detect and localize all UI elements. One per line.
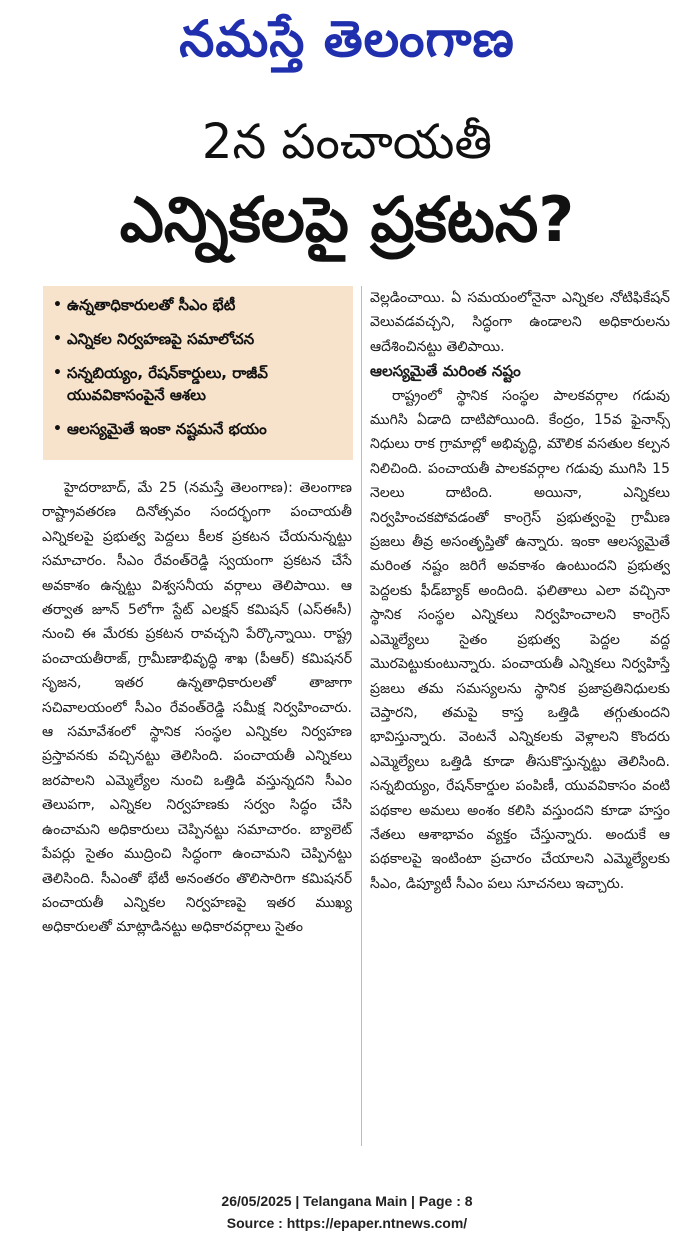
newspaper-masthead: నమస్తే తెలంగాణ <box>179 9 515 68</box>
bullet-icon: • <box>53 297 62 313</box>
highlight-item <box>53 362 343 406</box>
highlight-text: ఆలస్యమైతే ఇంకా నష్టమనే భయం <box>67 420 267 438</box>
highlights-box <box>43 286 353 460</box>
headline-line-1: 2న పంచాయతీ <box>201 114 493 170</box>
headline-line-2: ఎన్నికలపై ప్రకటన? <box>119 183 575 256</box>
bullet-icon: • <box>53 421 62 437</box>
article-subheading: ఆలస్యమైతే మరింత నష్టం <box>370 362 521 381</box>
highlight-text: సన్నబియ్యం, రేషన్‌కార్డులు, రాజీవ్ యువవికాసంపైనే ఆశలు <box>67 364 268 404</box>
article-left-column <box>42 476 352 940</box>
highlight-item <box>53 418 343 440</box>
article-paragraph: హైదరాబాద్, మే 25 (నమస్తే తెలంగాణ): తెలంగాణ రాష్ట్రావతరణ దినోత్సవం సందర్భంగా పంచాయతీ ఎన్నికలపై ప్రభుత్వ పెద్దలు కీలక ప్రకటన చేయనున్నట్టు సమాచారం. సీఎం రేవంత్‌రెడ్డి స్వయంగా ప్రకటన చేసే అవకాశం ఉన్నట్టు విశ్వసనీయ వర్గాలు తెలిపాయి. ఆ తర్వాత జూన్ 5లోగా స్టేట్ ఎలక్షన్ కమిషన్ (ఎస్ఈసీ) నుంచి ఈ మేరకు ప్రకటన రావచ్చని పేర్కొన్నాయి. రాష్ట్ర పంచాయతీరాజ్, గ్రామీణాభివృద్ధి శాఖ (పీఆర్) కమిషనర్ సృజన, ఇతర ఉన్నతాధికారులతో తాజాగా సచివాలయంలో సీఎం రేవంత్‌రెడ్డి సమీక్ష నిర్వహించారు. ఆ సమావేశంలో స్థానిక సంస్థల ఎన్నికల నిర్వహణ ప్రస్తావనకు వచ్చినట్టు తెలిసింది. పంచాయతీ ఎన్నికలు జరపాలని ఎమ్మెల్యేల నుంచి ఒత్తిడి వస్తున్నదని సీఎం తెలుపగా, ఎన్నికల నిర్వహణకు సర్వం సిద్ధం చేసి ఉంచామని అధికారులు చెప్పినట్టు సమాచారం. బ్యాలెట్ పేపర్లు సైతం ముద్రించి సిద్ధంగా ఉంచామని చెప్పినట్టు తెలిసింది. సీఎంతో భేటీ అనంతరం తొలిసారిగా కమిషనర్ పంచాయతీ ఎన్నికల నిర్వహణపై ఇతర ముఖ్య అధికారులతో మాట్లాడినట్టు అధికారవర్గాలు సైతం <box>42 480 352 936</box>
column-divider <box>361 286 362 1146</box>
footer-date-edition: 26/05/2025 | Telangana Main | Page : 8 <box>221 1193 473 1209</box>
highlight-text: ఉన్నతాధికారులతో సీఎం భేటీ <box>67 296 236 314</box>
footer-source: Source : https://epaper.ntnews.com/ <box>226 1215 468 1231</box>
highlight-item <box>53 328 343 350</box>
article-right-column <box>370 286 670 896</box>
bullet-icon: • <box>53 331 62 347</box>
highlight-text: ఎన్నికల నిర్వహణపై సమాలోచన <box>67 330 255 348</box>
highlight-item <box>53 294 343 316</box>
page-footer <box>0 1190 694 1234</box>
article-paragraph: రాష్ట్రంలో స్థానిక సంస్థల పాలకవర్గాల గడువు ముగిసి ఏడాది దాటిపోయింది. కేంద్రం, 15వ ఫైనాన్స్ నిధులు రాక గ్రామాల్లో అభివృద్ధి, మౌలిక వసతుల కల్పన నిలిచింది. పంచాయతీ పాలకవర్గాల గడువు ముగిసి 15 నెలలు దాటింది. అయినా, ఎన్నికలు నిర్వహించకపోవడంతో కాంగ్రెస్ ప్రభుత్వంపై గ్రామీణ ప్రజలు తీవ్ర అసంతృప్తితో ఉన్నారు. ఇంకా ఆలస్యమైతే మరింత నష్టం జరిగే అవకాశం ఉంటుందని ప్రభుత్వ పెద్దలకు ఫీడ్‌బ్యాక్ అందింది. ఫలితాలు ఎలా వచ్చినా స్థానిక సంస్థల ఎన్నికలు నిర్వహించాలని కాంగ్రెస్ ఎమ్మెల్యేలు సైతం ప్రభుత్వ పెద్దల వద్ద మొరపెట్టుకుంటున్నారు. పంచాయతీ ఎన్నికలు నిర్వహిస్తే ప్రజలు తమ సమస్యలను స్థానిక ప్రజాప్రతినిధులకు చెప్తారని, తమపై కాస్త ఒత్తిడి తగ్గుతుందని భావిస్తున్నారు. వెంటనే ఎన్నికలకు వెళ్లాలని కొందరు ఎమ్మెల్యేలు ఒత్తిడి కూడా తీసుకొస్తున్నట్టు తెలిసింది. సన్నబియ్యం, రేషన్‌కార్డుల పంపిణీ, యువవికాసం వంటి పథకాల అమలు అంశం కలిసి వస్తుందని కూడా హస్తం నేతలు ఆశాభావం వ్యక్తం చేస్తున్నారు. అందుకే ఆ పథకాలపై ఇంటింటా ప్రచారం చేయాలని ఎమ్మెల్యేలకు సీఎం, డిప్యూటీ సీఎం పలు సూచనలు ఇచ్చారు. <box>370 387 670 892</box>
article-paragraph: వెల్లడించాయి. ఏ సమయంలోనైనా ఎన్నికల నోటిఫికేషన్ వెలువడవచ్చని, సిద్ధంగా ఉండాలని అధికారులను ఆదేశించినట్టు తెలిపాయి. <box>370 290 670 355</box>
bullet-icon: • <box>53 365 62 381</box>
